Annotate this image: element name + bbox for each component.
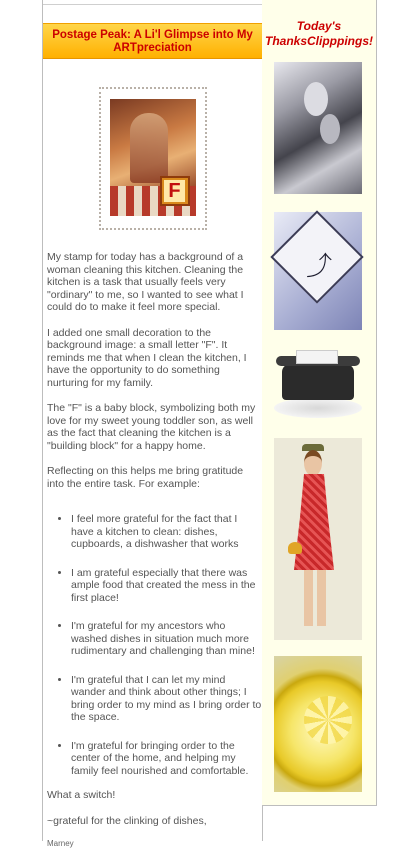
fork-arrow-icon: ⤴ — [306, 251, 333, 281]
sidebar-title: Today's ThanksClipppings! — [265, 19, 373, 48]
typewriter-paper — [296, 350, 338, 364]
postage-stamp-image — [99, 87, 207, 230]
list-item: • I feel more grateful for the fact that I have a kitchen to clean: dishes, cupboards, a dishwasher that works — [71, 503, 262, 551]
article-paragraph: I added one small decoration to the background image: a small letter "F". It reminds me that when I clean the kitchen, I have the opportunity to do something nurturing for my family. — [47, 326, 247, 389]
section-title: Postage Peak: A Li'l Glimpse into My ARTpreciation — [52, 29, 253, 54]
woman-figure-icon — [130, 113, 168, 183]
baby-block-icon — [160, 176, 190, 206]
stamp-artwork — [110, 99, 196, 216]
list-item: • I'm grateful for my ancestors who washed dishes in situation much more rudimentary and challenging than mine! — [71, 610, 262, 658]
lemon-clip-image[interactable] — [274, 656, 362, 792]
road-sign-clip-image[interactable] — [274, 212, 362, 330]
stamp-container — [43, 87, 262, 233]
typewriter-shadow — [274, 398, 362, 418]
spoons-clip-image[interactable] — [274, 62, 362, 194]
sidebar — [262, 0, 377, 806]
signoff-line: ~grateful for the clinking of dishes, — [47, 814, 207, 827]
article-paragraph: My stamp for today has a background of a woman cleaning this kitchen. Cleaning the kitchen is a task that usually feels very "ordinary" to me, so I wanted to see what I could do to make it feel more special. — [47, 251, 244, 313]
closing-line: What a switch! — [47, 789, 116, 801]
purse-icon — [288, 542, 302, 554]
main-column — [42, 0, 263, 848]
lady-dress-icon — [294, 474, 334, 570]
list-item: • I am grateful especially that there was ample food that created the mess in the first place! — [71, 557, 262, 605]
typewriter-clip-image[interactable] — [274, 350, 362, 420]
vintage-lady-clip-image[interactable] — [274, 438, 362, 640]
article-paragraph: The "F" is a baby block, symbolizing both my love for my sweet young toddler son, as well as the fact that cleaning the kitchen is a "building block" for a happy home. — [47, 402, 256, 452]
author-signature: Marney — [47, 839, 74, 848]
list-item: • I'm grateful for bringing order to the center of the home, and helping my family feel nourished and comfortable. — [71, 730, 262, 778]
article-body — [43, 251, 262, 851]
baby-block-letter: F — [164, 180, 184, 202]
section-header — [43, 23, 262, 59]
gratitude-list — [47, 503, 262, 777]
list-item: • I'm grateful that I can let my mind wander and think about other things; I bring order to my mind as I bring order to the space. — [71, 664, 262, 724]
lady-legs-icon — [304, 570, 326, 626]
lady-head-icon — [304, 450, 322, 476]
article-paragraph: Reflecting on this helps me bring gratitude into the entire task. For example: — [47, 465, 244, 490]
top-divider — [43, 0, 262, 5]
typewriter-icon — [282, 364, 354, 400]
